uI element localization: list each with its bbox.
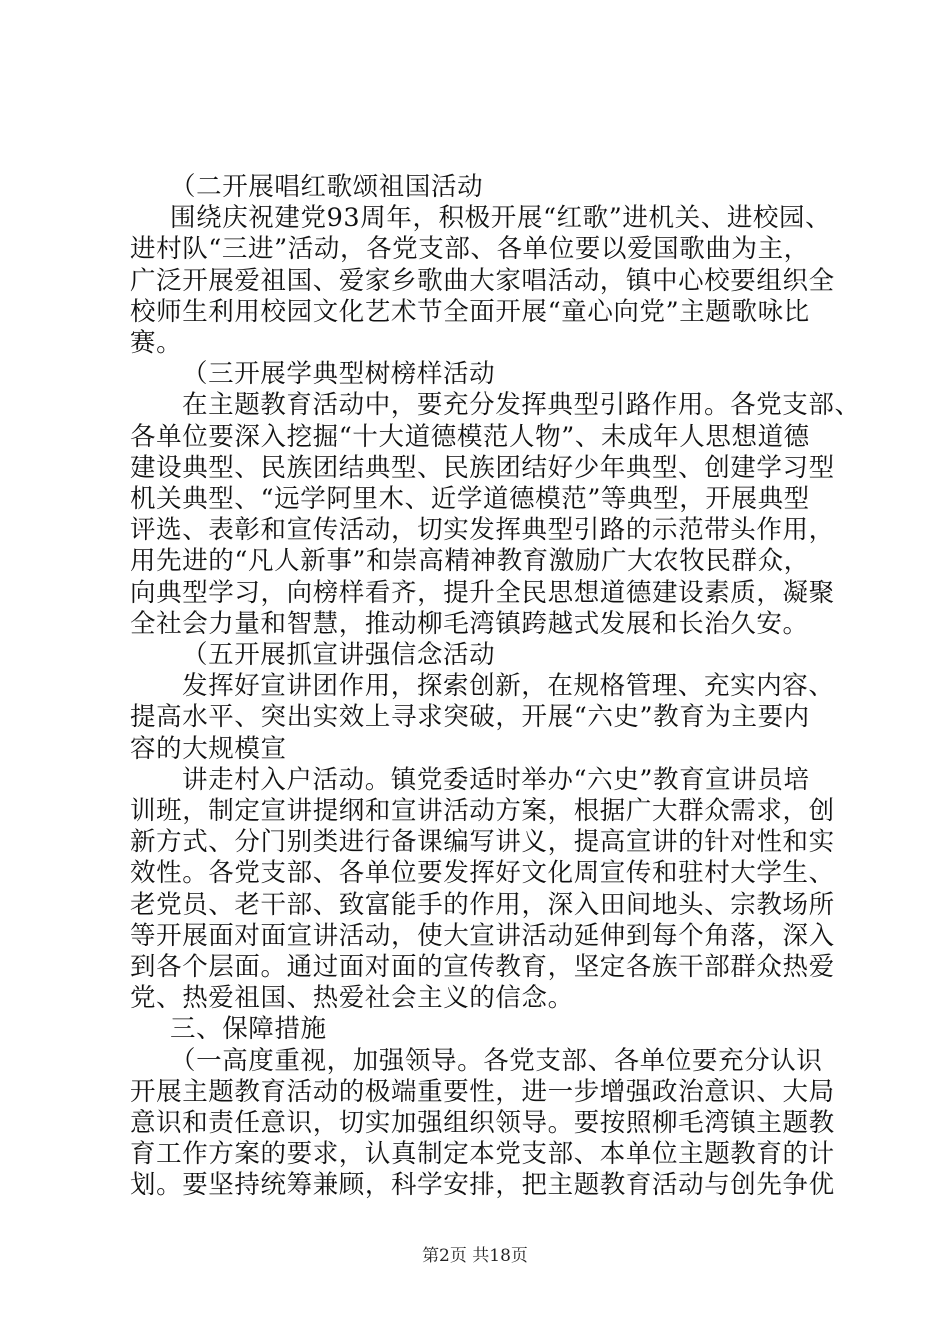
paragraph-line: 新方式、分门别类进行备课编写讲义，提高宣讲的针对性和实 [130,827,835,858]
paragraph-line: 全社会力量和智慧，推动柳毛湾镇跨越式发展和长治久安。 [130,608,809,639]
paragraph-line: 育工作方案的要求，认真制定本党支部、本单位主题教育的计 [130,1139,835,1170]
paragraph-line: 划。要坚持统筹兼顾，科学安排，把主题教育活动与创先争优 [130,1170,835,1201]
section-heading-3: （三开展学典型树榜样活动 [182,359,496,390]
paragraph-line: 党、热爱祖国、热爱社会主义的信念。 [130,983,574,1014]
paragraph-line: 围绕庆祝建党93周年，积极开展“红歌”进机关、进校园、 [170,203,832,234]
paragraph-line: 效性。各党支部、各单位要发挥好文化周宣传和驻村大学生、 [130,858,835,889]
paragraph-line: 意识和责任意识，切实加强组织领导。要按照柳毛湾镇主题教 [130,1108,835,1138]
paragraph-line: 向典型学习，向榜样看齐，提升全民思想道德建设素质，凝聚 [130,577,835,608]
paragraph-line: 广泛开展爱祖国、爱家乡歌曲大家唱活动，镇中心校要组织全 [130,265,835,296]
paragraph-line: 训班，制定宣讲提纲和宣讲活动方案，根据广大群众需求，创 [130,796,835,826]
page-number-footer: 第2页 共18页 [422,1246,528,1266]
paragraph-line: 在主题教育活动中，要充分发挥典型引路作用。各党支部、 [182,390,861,421]
paragraph-line: 校师生利用校园文化艺术节全面开展“童心向党”主题歌咏比 [130,296,810,327]
paragraph-line: 提高水平、突出实效上寻求突破，开展“六史”教育为主要内 [130,702,810,733]
paragraph-line: （一高度重视，加强领导。各党支部、各单位要充分认识 [170,1045,823,1076]
paragraph-line: 开展主题教育活动的极端重要性，进一步增强政治意识、大局 [130,1076,835,1107]
section-heading-5: （五开展抓宣讲强信念活动 [182,640,496,670]
paragraph-line: 建设典型、民族团结典型、民族团结好少年典型、创建学习型 [130,452,835,483]
paragraph-line: 评选、表彰和宣传活动，切实发挥典型引路的示范带头作用， [130,515,835,546]
paragraph-line: 进村队“三进”活动，各党支部、各单位要以爱国歌曲为主， [130,234,810,265]
section-heading-measures: 三、保障措施 [170,1014,327,1045]
paragraph-line: 讲走村入户活动。镇党委适时举办“六史”教育宣讲员培 [182,764,810,795]
paragraph-line: 机关典型、“远学阿里木、近学道德模范”等典型，开展典型 [130,484,810,514]
paragraph-line: 到各个层面。通过面对面的宣传教育，坚定各族干部群众热爱 [130,952,835,982]
paragraph-line: 容的大规模宣 [130,733,287,764]
paragraph-line: 老党员、老干部、致富能手的作用，深入田间地头、宗教场所 [130,889,835,920]
paragraph-line: 赛。 [130,328,183,358]
section-heading-2: （二开展唱红歌颂祖国活动 [170,172,484,202]
paragraph-line: 用先进的“凡人新事”和崇高精神教育激励广大农牧民群众， [130,546,810,577]
paragraph-line: 等开展面对面宣讲活动，使大宣讲活动延伸到每个角落，深入 [130,920,835,951]
paragraph-line: 各单位要深入挖掘“十大道德模范人物”、未成年人思想道德 [130,421,810,452]
paragraph-line: 发挥好宣讲团作用，探索创新，在规格管理、充实内容、 [182,671,835,702]
